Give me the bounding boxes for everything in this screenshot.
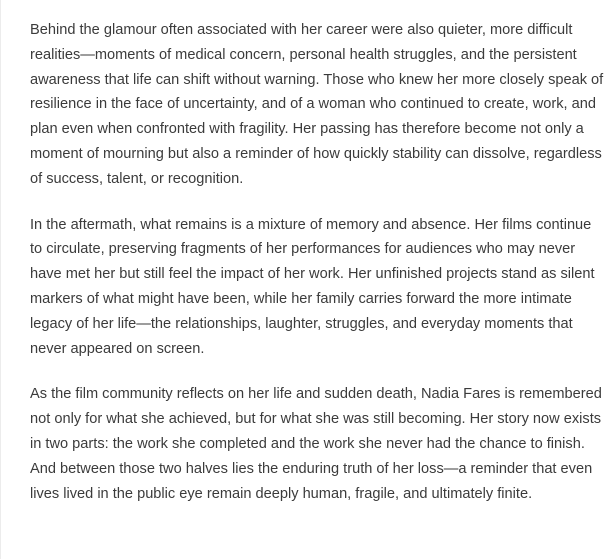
article-paragraph-2: In the aftermath, what remains is a mixture of memory and absence. Her films continue to circulate, preserving fragments of her performances for audiences who may never have met her but still feel the impact of her work. Her unfinished projects stand as silent markers of what might have been, while her family carries forward the more intimate legacy of her life—the relationships, laughter, struggles, and everyday moments that never appeared on screen. (30, 216, 595, 357)
article-body (30, 18, 604, 527)
left-border-divider (0, 0, 1, 559)
article-paragraph-3: As the film community reflects on her life and sudden death, Nadia Fares is remembered not only for what she achieved, but for what she was still becoming. Her story now exists in two parts: the work she completed and the work she never had the chance to finish. And between those two halves lies the enduring truth of her loss—a reminder that even lives lived in the public eye remain deeply human, fragile, and ultimately finite. (30, 386, 602, 502)
article-paragraph-1: Behind the glamour often associated with her career were also quieter, more difficult realities—moments of medical concern, personal health struggles, and the persistent awareness that life can shift without warning. Those who knew her more closely speak of resilience in the face of uncertainty, and of a woman who continued to create, work, and plan even when confronted with fragility. Her passing has therefore become not only a moment of mourning but also a reminder of how quickly stability can dissolve, regardless of success, talent, or recognition. (30, 22, 604, 187)
